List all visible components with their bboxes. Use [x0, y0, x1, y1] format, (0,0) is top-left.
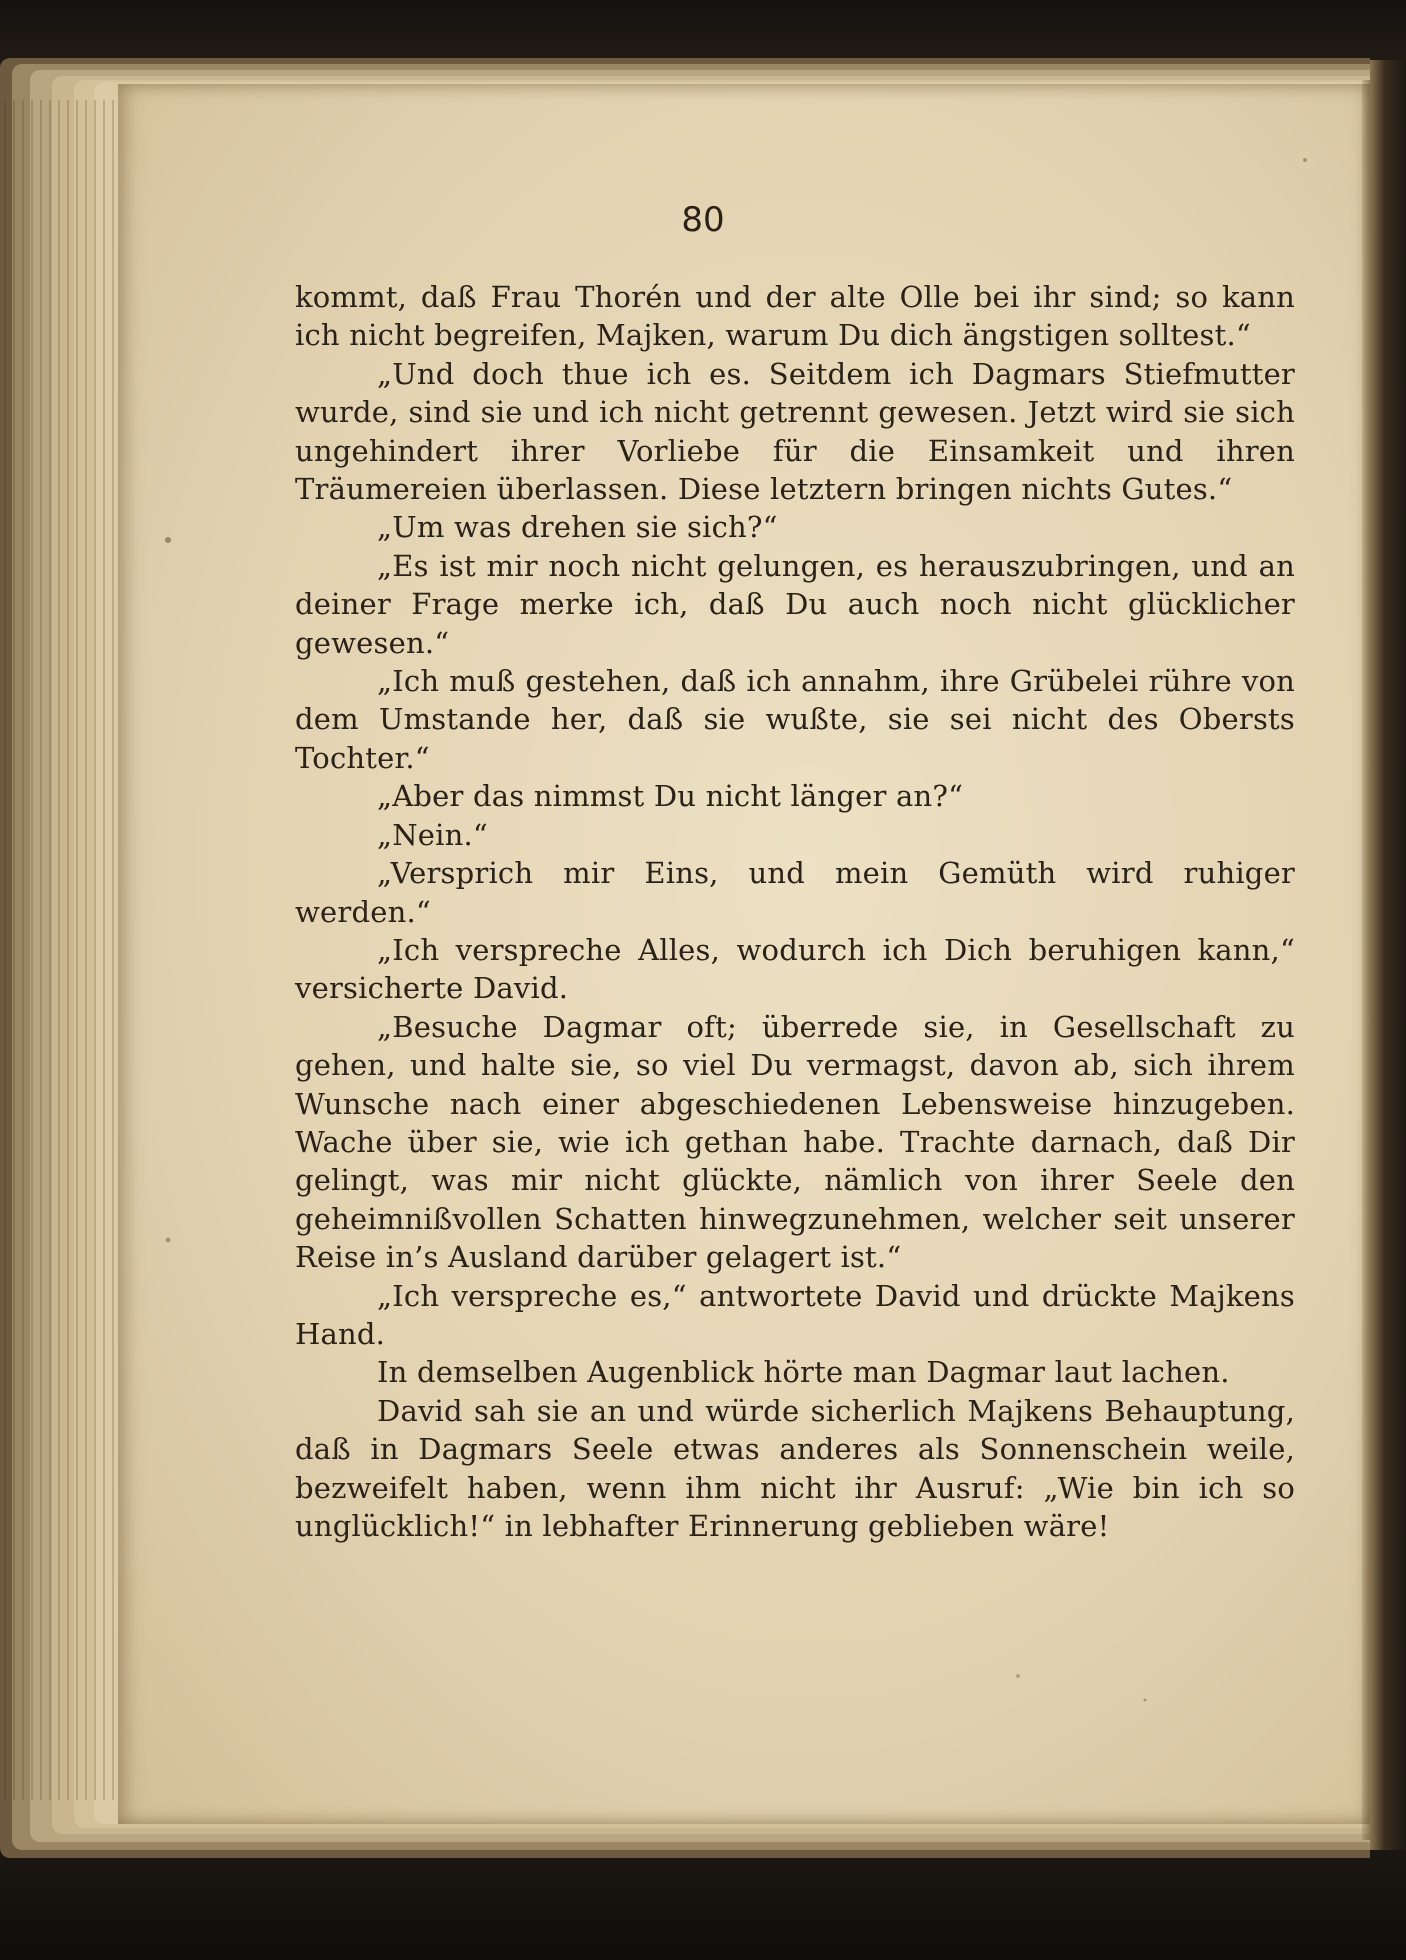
- paragraph: kommt, daß Frau Thorén und der alte Olle bei ihr sind; so kann ich nicht begreifen, Majken, warum Du dich ängstigen solltest.“: [295, 280, 1295, 353]
- paragraph: „Besuche Dagmar oft; überrede sie, in Gesellschaft zu gehen, und halte sie, so viel Du vermagst, davon ab, sich ihrem Wunsche nach einer abgeschiedenen Lebensweise hinzugeben. Wache über sie, wie ich gethan habe. Trachte darnach, daß Dir gelingt, was mir nicht glückte, nämlich von ihrer Seele den geheimnißvollen Schatten hinwegzunehmen, welcher seit unserer Reise in’s Ausland darüber gelagert ist.“: [295, 1009, 1295, 1275]
- paragraph: „Nein.“: [377, 817, 488, 852]
- paragraph: „Versprich mir Eins, und mein Gemüth wird ruhiger werden.“: [295, 856, 1295, 929]
- paragraph: „Ich verspreche Alles, wodurch ich Dich beruhigen kann,“ versicherte David.: [295, 932, 1295, 1006]
- body-text: [295, 278, 1295, 1545]
- paragraph: In demselben Augenblick hörte man Dagmar laut lachen.: [377, 1355, 1230, 1390]
- paragraph: „Es ist mir noch nicht gelungen, es herauszubringen, und an deiner Frage merke ich, daß Du auch noch nicht glücklicher gewesen.“: [295, 548, 1295, 660]
- paragraph: „Ich muß gestehen, daß ich annahm, ihre Grübelei rühre von dem Umstande her, daß sie wußte, sie sei nicht des Obersts Tochter.“: [295, 664, 1295, 775]
- paragraph: „Ich verspreche es,“ antwortete David und drückte Majkens Hand.: [295, 1278, 1295, 1351]
- page-number: 80: [681, 200, 725, 240]
- book-gutter: [1370, 60, 1406, 1850]
- binding-shadow: [1362, 80, 1370, 1840]
- paragraph: David sah sie an und würde sicherlich Majkens Behauptung, daß in Dagmars Seele etwas anderes als Sonnenschein weile, bezweifelt haben, wenn ihm nicht ihr Ausruf: „Wie bin ich so unglücklich!“ in lebhafter Erinnerung geblieben wäre!: [295, 1393, 1295, 1543]
- paragraph: „Um was drehen sie sich?“: [377, 510, 778, 545]
- page-edge-stripes: [4, 100, 124, 1800]
- paragraph: „Und doch thue ich es. Seitdem ich Dagmars Stiefmutter wurde, sind sie und ich nicht getrennt gewesen. Jetzt wird sie sich ungehindert ihrer Vorliebe für die Einsamkeit und ihren Träumereien überlassen. Diese letztern bringen nichts Gutes.“: [295, 356, 1295, 507]
- paragraph: „Aber das nimmst Du nicht länger an?“: [377, 779, 964, 814]
